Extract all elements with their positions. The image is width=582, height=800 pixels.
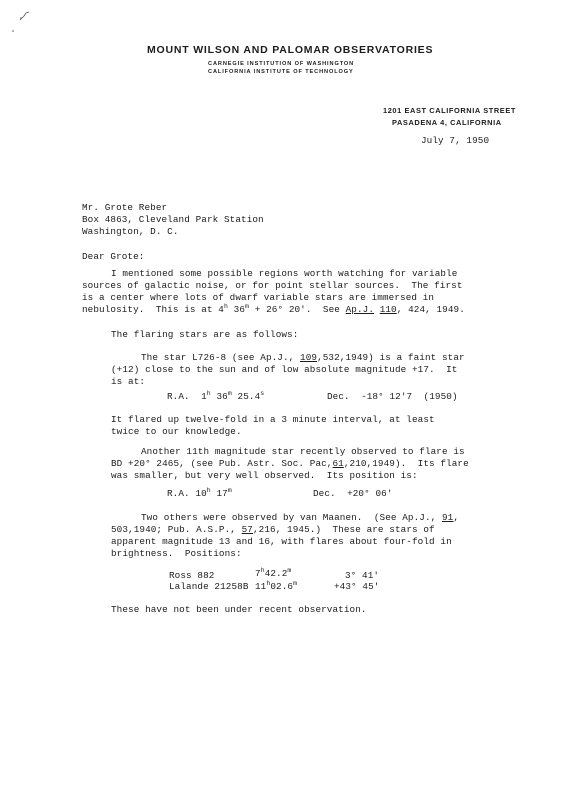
star2-dec: Dec. +20° 06' [313,488,393,499]
minutes-superscript: m [227,390,232,397]
reference-tail: , 424, 1949. [396,304,465,315]
para1-line1: I mentioned some possible regions worth watching for variable [111,268,458,279]
para1-line4-dec: + 26° 20'. See [249,304,346,315]
position-ra-lalande [255,581,297,593]
star2-line2 [111,458,469,470]
star1-line3: is at: [111,376,146,387]
para3-line1 [141,512,459,524]
position-row-lalande [169,581,249,593]
letter-date: July 7, 1950 [421,135,490,146]
star1-dec: Dec. -18° 12'7 (1950) [327,391,458,402]
hours-superscript: h [206,487,211,494]
star1-line2: (+12) close to the sun and of low absolute magnitude +17. It [111,364,458,375]
ra-hours: 7 [255,568,261,579]
hours-superscript: h [206,390,211,397]
letterhead-line-carnegie: CARNEGIE INSTITUTION OF WASHINGTON [208,61,355,67]
star2-line2-tail: ,210,1949). Its flare [343,458,469,469]
pencil-mark [8,4,38,34]
ra-hours: 10 [195,488,207,499]
salutation: Dear Grote: [82,251,145,262]
hours-superscript: h [260,567,265,574]
star2-line3: was smaller, but very well observed. Its position is: [111,470,418,481]
star1-line1-text: The star L726-8 (see Ap.J., [141,352,301,363]
reference-volume: 57 [241,524,253,535]
star1-line1 [141,352,465,364]
star2-line1: Another 11th magnitude star recently observed to flare is [141,446,465,457]
para3-line1-text: Two others were observed by van Maanen. (See Ap.J., [141,512,442,523]
para1-line4-text: nebulosity. This is at 4 [82,304,224,315]
ra-minutes: 36 [216,391,228,402]
reference-apj: Ap.J. [345,304,375,315]
para3-line2-tail: ,216, 1945.) These are stars of [252,524,435,535]
minutes-superscript: m [245,303,250,310]
para1-line2: sources of galactic noise, or for point stellar sources. The first [82,280,463,291]
recipient-city: Washington, D. C. [82,226,179,237]
ra-label: R.A. [167,391,190,402]
address-street: 1201 EAST CALIFORNIA STREET [383,106,516,115]
ra-label: R.A. [167,488,190,499]
position-ra-ross [255,568,291,580]
para3-line2-text: 503,1940; Pub. A.S.P., [111,524,242,535]
star-name: Ross 882 [169,570,215,581]
star2-line2-text: BD +20° 2465, (see Pub. Astr. Soc. Pac, [111,458,333,469]
para3-line1-tail: , [453,512,460,523]
para1-line3: is a center where lots of dwarf variable stars are immersed in [82,292,435,303]
reference-volume: 109 [300,352,318,363]
star1-ra [167,391,264,403]
para3-line4: brightness. Positions: [111,548,242,559]
letterhead-institution: MOUNT WILSON AND PALOMAR OBSERVATORIES [147,44,434,56]
para3-line2 [111,524,435,536]
recipient-box: Box 4863, Cleveland Park Station [82,214,264,225]
para2: The flaring stars are as follows: [111,329,299,340]
ra-seconds: 25.4 [237,391,261,402]
star1-note1: It flared up twelve-fold in a 3 minute interval, at least [111,414,435,425]
ra-minutes: 02.6 [270,581,294,592]
position-dec-lalande: +43° 45' [334,581,380,592]
ra-minutes: 17 [216,488,228,499]
minutes-superscript: m [227,487,232,494]
hours-superscript: h [266,580,271,587]
reference-volume: 91 [442,512,454,523]
hours-superscript: h [223,303,228,310]
reference-volume: 61 [332,458,344,469]
recipient-name: Mr. Grote Reber [82,202,168,213]
para1-line4 [82,304,465,316]
ra-hours: 1 [201,391,207,402]
star-name: Lalande 21258B [169,581,249,592]
address-city: PASADENA 4, CALIFORNIA [392,118,502,127]
star1-line1-tail: ,532,1949) is a faint star [317,352,465,363]
para3-line3: apparent magnitude 13 and 16, with flares about four-fold in [111,536,452,547]
reference-volume: 110 [379,304,397,315]
seconds-superscript: s [260,390,265,397]
para1-line4-min-value: 36 [228,304,246,315]
ra-minutes: 42.2 [264,568,288,579]
star2-ra [167,488,232,500]
minutes-superscript: m [293,580,298,587]
position-dec-ross: 3° 41' [345,570,380,581]
closing-line: These have not been under recent observation. [111,604,367,615]
star1-note2: twice to our knowledge. [111,426,242,437]
minutes-superscript: m [287,567,292,574]
ra-hours: 11 [255,581,267,592]
letterhead-line-caltech: CALIFORNIA INSTITUTE OF TECHNOLOGY [208,69,354,75]
